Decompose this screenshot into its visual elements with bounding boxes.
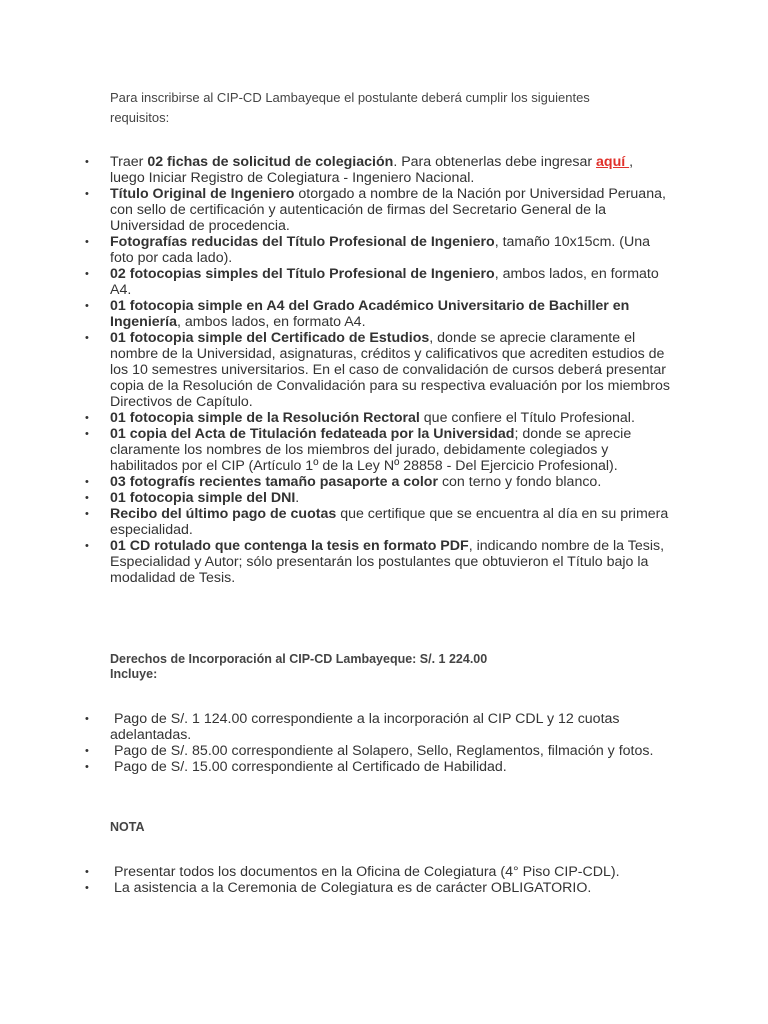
list-item: • Fotografías reducidas del Título Profesional de Ingeniero, tamaño 10x15cm. (Una foto por cada lado).	[85, 234, 651, 266]
requirement-bold: 03 fotografís recientes tamaño pasaporte a color	[110, 474, 438, 490]
bullet-icon: •	[85, 412, 89, 424]
list-item: • 01 fotocopia simple en A4 del Grado Académico Universitario de Bachiller en Ingeniería, ambos lados, en formato A4.	[85, 298, 630, 330]
requirement-bold: 01 CD rotulado que contenga la tesis en formato PDF	[110, 538, 469, 554]
list-item: • 01 fotocopia simple de la Resolución Rectoral que confiere el Título Profesional.	[85, 410, 635, 426]
bullet-icon: •	[85, 476, 89, 488]
bullet-icon: •	[85, 492, 89, 504]
derechos-heading	[110, 652, 630, 682]
list-item: • Pago de S/. 15.00 correspondiente al Certificado de Habilidad.	[85, 759, 507, 775]
list-item: • La asistencia a la Ceremonia de Colegiatura es de carácter OBLIGATORIO.	[85, 880, 592, 896]
requirement-bold: 02 fotocopias simples del Título Profesional de Ingeniero	[110, 266, 495, 282]
list-item: • 01 CD rotulado que contenga la tesis en formato PDF, indicando nombre de la Tesis, Especialidad y Autor; sólo presentarán los postulantes que obtuvieron el Título bajo la modalidad de Tesis.	[85, 538, 665, 586]
fees-list	[85, 711, 670, 775]
nota-heading: NOTA	[110, 820, 145, 834]
list-item: • Presentar todos los documentos en la Oficina de Colegiatura (4° Piso CIP-CDL).	[85, 864, 620, 880]
list-item: • 02 fotocopias simples del Título Profesional de Ingeniero, ambos lados, en formato A4.	[85, 266, 659, 298]
bullet-icon: •	[85, 761, 89, 773]
requirement-bold: 01 fotocopia simple en A4 del Grado Académico Universitario de Bachiller en Ingeniería	[110, 298, 630, 330]
bullet-icon: •	[85, 882, 89, 894]
list-item: • Título Original de Ingeniero otorgado a nombre de la Nación por Universidad Peruana, con sello de certificación y autenticación de firmas del Secretario General de la Universidad de procedencia.	[85, 186, 666, 234]
bullet-icon: •	[85, 866, 89, 878]
list-item: • 01 copia del Acta de Titulación fedateada por la Universidad; donde se aprecie claramente los nombres de los miembros del jurado, debidamente colegiados y habilitados por el CIP (Artículo 1º de la Ley Nº 28858 - Del Ejercicio Profesional).	[85, 426, 632, 474]
requirement-bold: 01 fotocopia simple del DNI	[110, 490, 296, 506]
intro-paragraph: Para inscribirse al CIP-CD Lambayeque el postulante deberá cumplir los siguientes requisitos:	[110, 90, 590, 125]
requirement-bold: 01 fotocopia simple del Certificado de Estudios	[110, 330, 430, 346]
requirement-bold: Recibo del último pago de cuotas	[110, 506, 337, 522]
list-item: • Pago de S/. 85.00 correspondiente al Solapero, Sello, Reglamentos, filmación y fotos.	[85, 743, 654, 759]
list-item: • Recibo del último pago de cuotas que certifique que se encuentra al día en su primera especialidad.	[85, 506, 669, 538]
list-item: • Pago de S/. 1 124.00 correspondiente a la incorporación al CIP CDL y 12 cuotas adelantadas.	[85, 711, 620, 743]
bullet-icon: •	[85, 236, 89, 248]
bullet-icon: •	[85, 268, 89, 280]
list-item: • 01 fotocopia simple del DNI.	[85, 490, 300, 506]
notes-list	[85, 864, 670, 896]
bullet-icon: •	[85, 300, 89, 312]
requirement-bold: Fotografías reducidas del Título Profesional de Ingeniero	[110, 234, 495, 250]
requirements-list	[85, 154, 670, 586]
bullet-icon: •	[85, 745, 89, 757]
bullet-icon: •	[85, 156, 89, 168]
derechos-subtitle: Incluye:	[110, 667, 158, 681]
bullet-icon: •	[85, 428, 89, 440]
bullet-icon: •	[85, 540, 89, 552]
requirement-bold: 01 copia del Acta de Titulación fedateada por la Universidad	[110, 426, 515, 442]
derechos-title: Derechos de Incorporación al CIP-CD Lambayeque: S/. 1 224.00	[110, 652, 488, 666]
bullet-icon: •	[85, 332, 89, 344]
bullet-icon: •	[85, 508, 89, 520]
aqui-link[interactable]: aquí	[596, 154, 630, 170]
list-item: • Traer 02 fichas de solicitud de colegiación. Para obtenerlas debe ingresar aquí , luego Iniciar Registro de Colegiatura - Ingeniero Nacional.	[85, 154, 634, 186]
bullet-icon: •	[85, 188, 89, 200]
requirement-bold: 02 fichas de solicitud de colegiación	[147, 154, 394, 170]
bullet-icon: •	[85, 713, 89, 725]
requirement-bold: Título Original de Ingeniero	[110, 186, 295, 202]
list-item: • 03 fotografís recientes tamaño pasaporte a color con terno y fondo blanco.	[85, 474, 602, 490]
requirement-bold: 01 fotocopia simple de la Resolución Rectoral	[110, 410, 420, 426]
list-item: • 01 fotocopia simple del Certificado de Estudios, donde se aprecie claramente el nombre de la Universidad, asignaturas, créditos y calificativos que acrediten estudios de los 10 semestres universitarios. En el caso de convalidación de cursos deberá presentar copia de la Resolución de Convalidación para su respectiva evaluación por los miembros Directivos de Capítulo.	[85, 330, 670, 410]
